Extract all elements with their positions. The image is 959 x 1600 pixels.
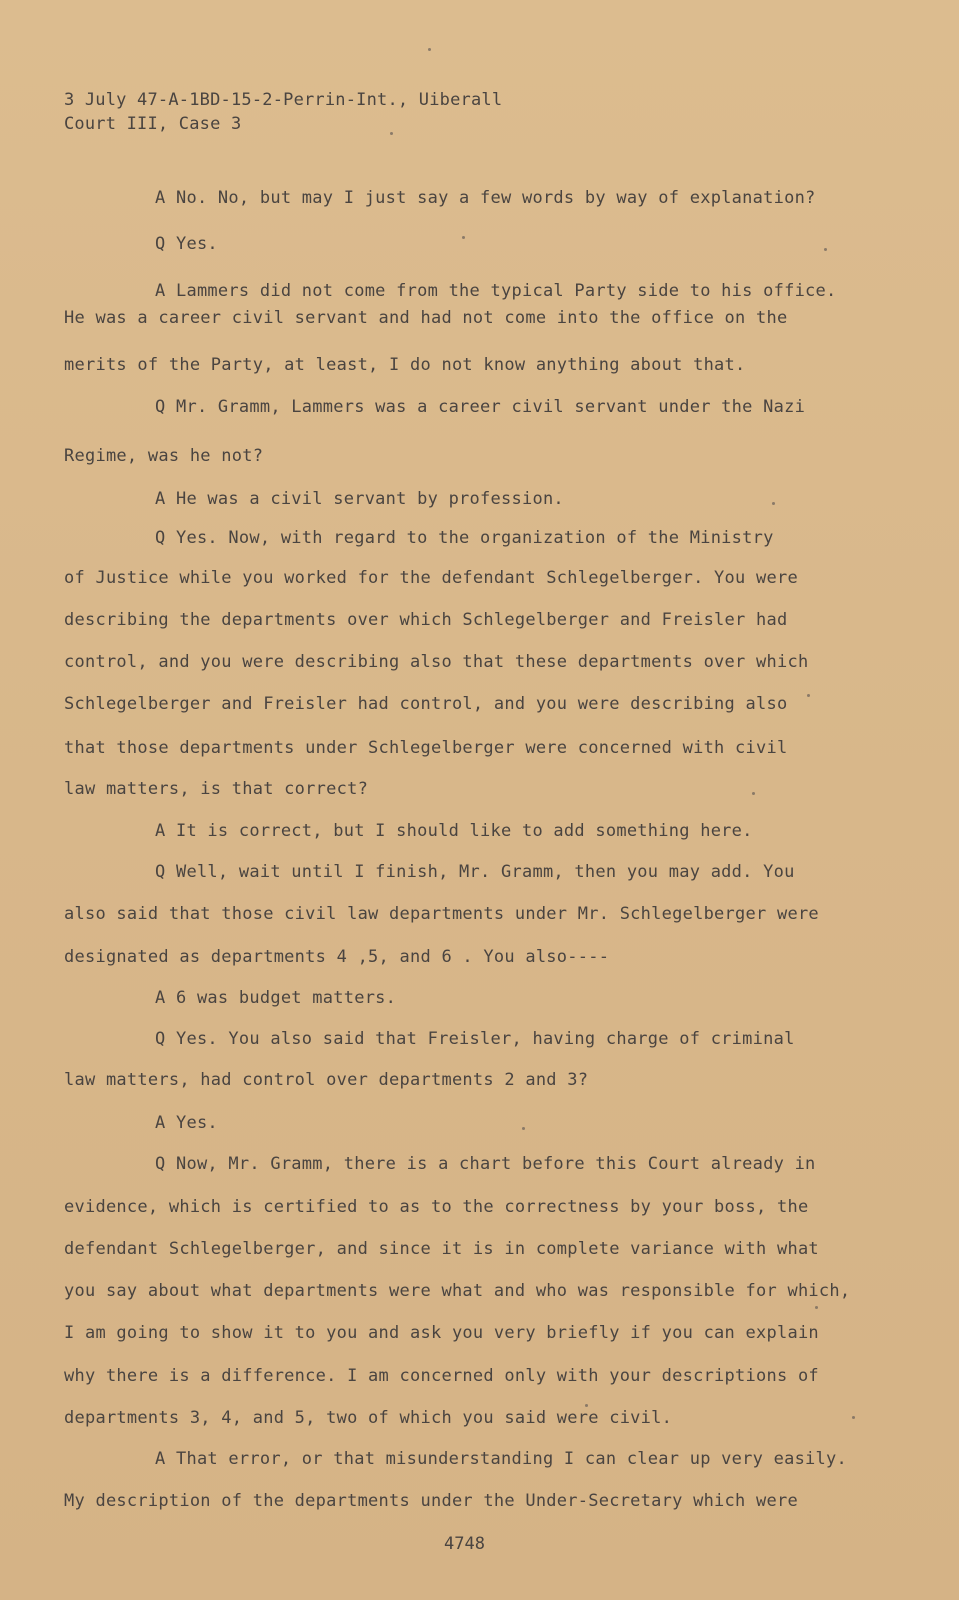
paper-speck xyxy=(522,1127,525,1130)
transcript-line: A He was a civil servant by profession. xyxy=(155,489,564,509)
header-case-reference: 3 July 47-A-1BD-15-2-Perrin-Int., Uiberall xyxy=(64,90,503,110)
transcript-line: law matters, is that correct? xyxy=(64,779,369,799)
transcript-line: also said that those civil law departments under Mr. Schlegelberger were xyxy=(64,904,819,924)
transcript-line: you say about what departments were what and who was responsible for which, xyxy=(64,1281,851,1301)
paper-speck xyxy=(772,502,775,505)
transcript-line: merits of the Party, at least, I do not know anything about that. xyxy=(64,355,746,375)
header-court-case: Court III, Case 3 xyxy=(64,114,242,134)
paper-speck xyxy=(390,132,393,135)
transcript-line: Regime, was he not? xyxy=(64,446,264,466)
transcript-line: of Justice while you worked for the defendant Schlegelberger. You were xyxy=(64,568,798,588)
paper-speck xyxy=(824,248,827,251)
paper-speck xyxy=(428,48,431,51)
transcript-line: defendant Schlegelberger, and since it is in complete variance with what xyxy=(64,1239,819,1259)
transcript-line: He was a career civil servant and had not come into the office on the xyxy=(64,308,788,328)
transcript-line: describing the departments over which Schlegelberger and Freisler had xyxy=(64,610,788,630)
transcript-line: why there is a difference. I am concerned only with your descriptions of xyxy=(64,1366,819,1386)
paper-speck xyxy=(807,694,810,697)
transcript-line: A That error, or that misunderstanding I can clear up very easily. xyxy=(155,1449,848,1469)
paper-speck xyxy=(462,236,465,239)
transcript-line: designated as departments 4 ,5, and 6 . You also---- xyxy=(64,947,610,967)
transcript-line: Q Well, wait until I finish, Mr. Gramm, then you may add. You xyxy=(155,862,795,882)
paper-speck xyxy=(585,1404,588,1407)
document-header xyxy=(64,88,502,136)
transcript-line: A It is correct, but I should like to add something here. xyxy=(155,821,753,841)
transcript-line: I am going to show it to you and ask you very briefly if you can explain xyxy=(64,1323,819,1343)
transcript-line: A No. No, but may I just say a few words by way of explanation? xyxy=(155,188,816,208)
transcript-line: control, and you were describing also that these departments over which xyxy=(64,652,809,672)
transcript-line: Q Mr. Gramm, Lammers was a career civil servant under the Nazi xyxy=(155,397,806,417)
transcript-line: departments 3, 4, and 5, two of which you said were civil. xyxy=(64,1408,673,1428)
transcript-line: A 6 was budget matters. xyxy=(155,988,397,1008)
transcript-line: that those departments under Schlegelberger were concerned with civil xyxy=(64,738,788,758)
transcript-line: Q Yes. xyxy=(155,234,218,254)
page-number: 4748 xyxy=(444,1534,485,1554)
transcript-line: Schlegelberger and Freisler had control, and you were describing also xyxy=(64,694,788,714)
paper-speck xyxy=(852,1416,855,1419)
paper-speck xyxy=(815,1306,818,1309)
transcript-line: Q Yes. Now, with regard to the organization of the Ministry xyxy=(155,528,774,548)
transcript-line: My description of the departments under the Under-Secretary which were xyxy=(64,1491,798,1511)
transcript-line: A Lammers did not come from the typical Party side to his office. xyxy=(155,281,837,301)
transcript-line: evidence, which is certified to as to the correctness by your boss, the xyxy=(64,1197,809,1217)
transcript-line: Q Now, Mr. Gramm, there is a chart before this Court already in xyxy=(155,1154,816,1174)
transcript-line: A Yes. xyxy=(155,1113,218,1133)
paper-speck xyxy=(752,792,755,795)
transcript-line: law matters, had control over departments 2 and 3? xyxy=(64,1070,589,1090)
transcript-line: Q Yes. You also said that Freisler, having charge of criminal xyxy=(155,1029,795,1049)
